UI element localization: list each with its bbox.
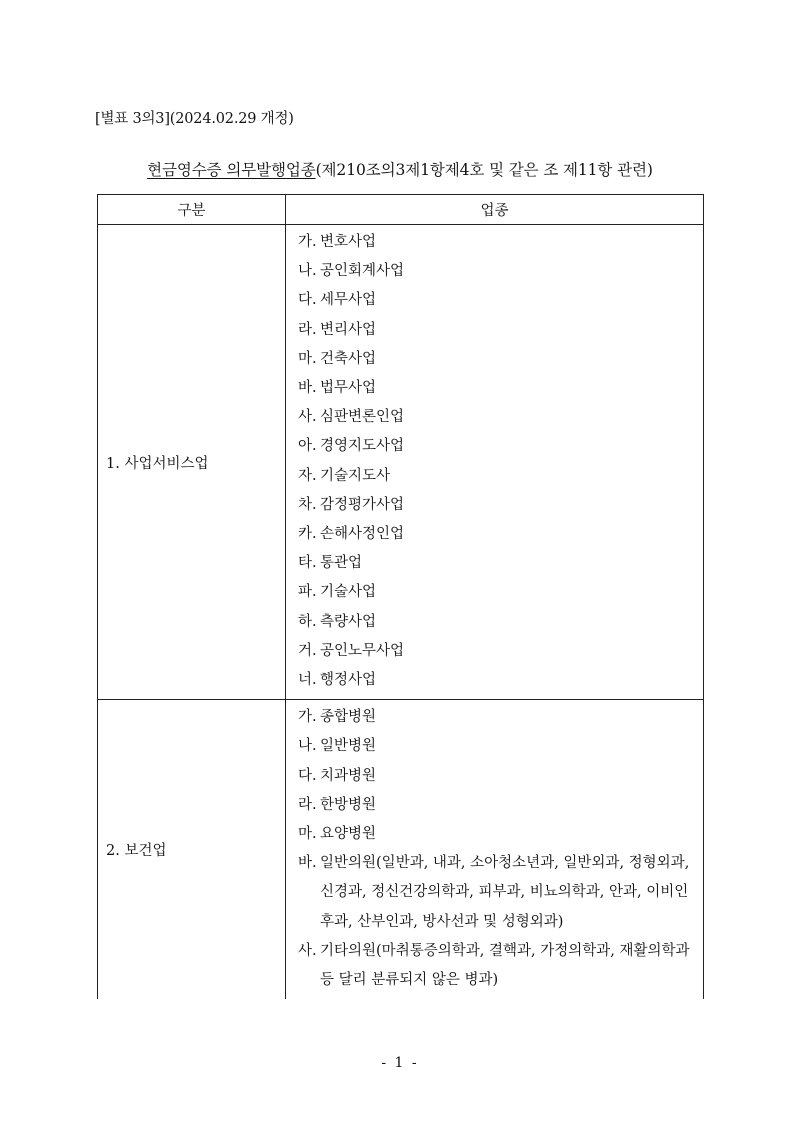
title-underlined: 현금영수증 의무발행업종 xyxy=(147,161,316,179)
list-item xyxy=(298,462,693,491)
item-marker: 마. xyxy=(298,350,317,367)
list-item xyxy=(298,578,693,607)
item-text: 요양병원 xyxy=(320,826,377,843)
item-marker: 카. xyxy=(298,526,317,543)
list-item xyxy=(298,316,693,345)
business-type-table xyxy=(97,194,704,999)
list-item xyxy=(298,849,693,937)
list-item xyxy=(298,820,693,849)
item-text: 행정사업 xyxy=(320,672,377,689)
list-item xyxy=(298,791,693,820)
item-marker: 바. xyxy=(298,380,317,397)
document-title xyxy=(0,158,800,180)
list-item xyxy=(298,491,693,520)
business-list-cell xyxy=(286,700,704,1000)
list-item xyxy=(298,666,693,695)
list-item xyxy=(298,257,693,286)
column-header-business: 업종 xyxy=(286,195,704,225)
title-reference: (제210조의3제1항제4호 및 같은 조 제11항 관련) xyxy=(315,161,653,179)
item-text: 변리사업 xyxy=(320,321,377,338)
item-text: 세무사업 xyxy=(320,292,377,309)
item-text: 공인노무사업 xyxy=(320,642,405,659)
list-item xyxy=(298,732,693,761)
item-marker: 사. xyxy=(298,409,317,426)
item-text: 기타의원(마취통증의학과, 결핵과, 가정의학과, 재활의학과 등 달리 분류되지 않은 병과) xyxy=(320,942,690,989)
list-item xyxy=(298,608,693,637)
item-text: 경영지도사업 xyxy=(320,438,405,455)
list-item xyxy=(298,549,693,578)
item-text: 일반병원 xyxy=(320,738,377,755)
item-marker: 라. xyxy=(298,796,317,813)
item-marker: 라. xyxy=(298,321,317,338)
item-marker: 너. xyxy=(298,672,317,689)
item-marker: 하. xyxy=(298,613,317,630)
item-marker: 다. xyxy=(298,292,317,309)
item-text: 한방병원 xyxy=(320,796,377,813)
item-text: 감정평가사업 xyxy=(320,496,405,513)
item-text: 손해사정인업 xyxy=(320,526,405,543)
list-item xyxy=(298,762,693,791)
page-number: - 1 - xyxy=(381,1055,419,1071)
list-item xyxy=(298,345,693,374)
business-list-cell xyxy=(286,225,704,700)
table-row xyxy=(98,700,704,1000)
item-marker: 파. xyxy=(298,584,317,601)
item-text: 공인회계사업 xyxy=(320,263,405,280)
item-text: 치과병원 xyxy=(320,767,377,784)
item-marker: 타. xyxy=(298,555,317,572)
list-item xyxy=(298,520,693,549)
item-text: 심판변론인업 xyxy=(320,409,405,426)
item-text: 측량사업 xyxy=(320,613,377,630)
item-marker: 바. xyxy=(298,855,317,872)
list-item xyxy=(298,286,693,315)
list-item xyxy=(298,703,693,732)
item-text: 법무사업 xyxy=(320,380,377,397)
annex-header: [별표 3의3](2024.02.29 개정) xyxy=(95,111,294,127)
item-marker: 사. xyxy=(298,942,317,959)
item-marker: 가. xyxy=(298,709,317,726)
list-item xyxy=(298,637,693,666)
item-text: 건축사업 xyxy=(320,350,377,367)
item-text: 종합병원 xyxy=(320,709,377,726)
list-item xyxy=(298,937,693,995)
list-item xyxy=(298,403,693,432)
item-marker: 나. xyxy=(298,263,317,280)
item-text: 변호사업 xyxy=(320,234,377,250)
item-marker: 나. xyxy=(298,738,317,755)
item-marker: 아. xyxy=(298,438,317,455)
item-text: 일반의원(일반과, 내과, 소아청소년과, 일반외과, 정형외과, 신경과, 정신건강의학과, 피부과, 비뇨의학과, 안과, 이비인후과, 산부인과, 방사선과 및 성형외과) xyxy=(320,855,690,930)
list-item xyxy=(298,432,693,461)
column-header-category: 구분 xyxy=(98,195,286,225)
table-body xyxy=(98,225,704,1000)
list-item xyxy=(298,228,693,257)
item-marker: 다. xyxy=(298,767,317,784)
item-marker: 거. xyxy=(298,642,317,659)
item-marker: 가. xyxy=(298,234,317,250)
table-row xyxy=(98,225,704,700)
list-item xyxy=(298,374,693,403)
item-text: 기술지도사 xyxy=(320,467,391,484)
category-cell: 2. 보건업 xyxy=(98,700,286,1000)
item-marker: 자. xyxy=(298,467,317,484)
item-text: 통관업 xyxy=(320,555,363,572)
item-marker: 차. xyxy=(298,496,317,513)
item-marker: 마. xyxy=(298,826,317,843)
table-header-row xyxy=(98,195,704,225)
category-cell: 1. 사업서비스업 xyxy=(98,225,286,700)
item-text: 기술사업 xyxy=(320,584,377,601)
